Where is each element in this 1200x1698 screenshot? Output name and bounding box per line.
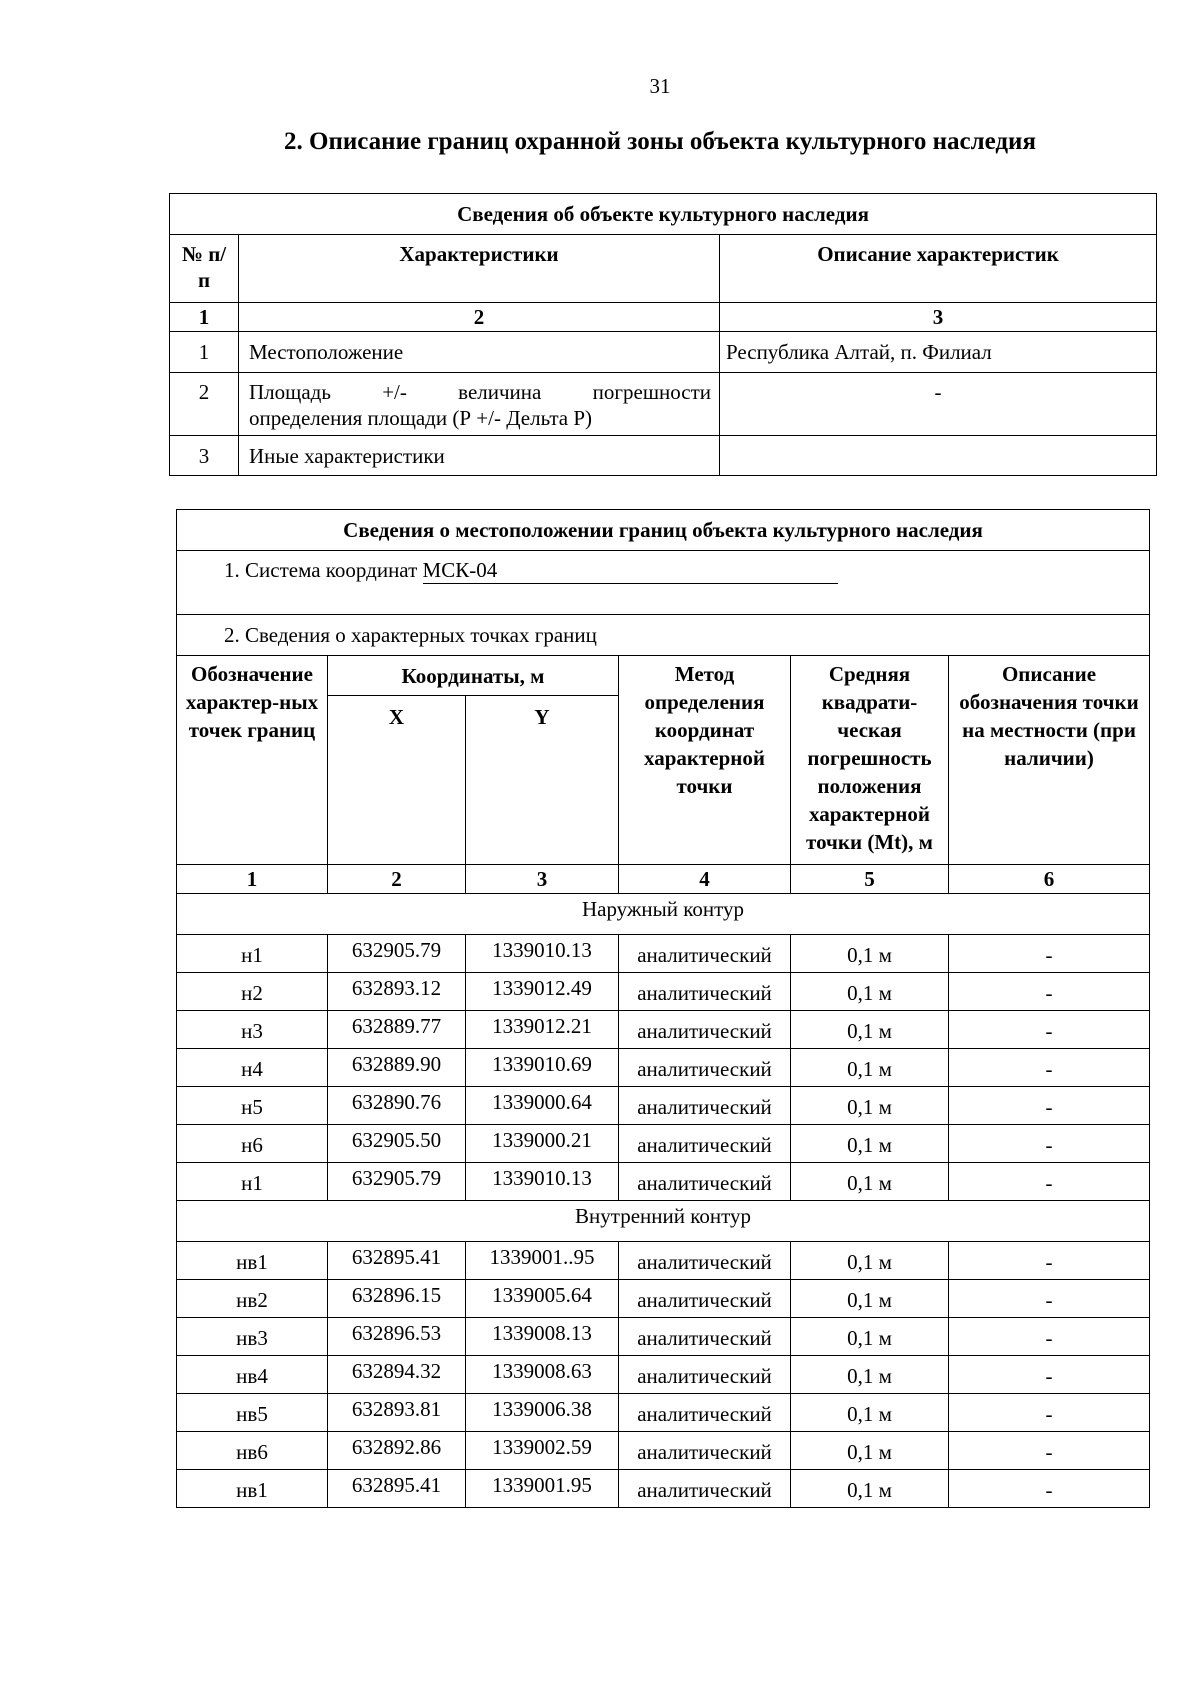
point-error: 0,1 м [791,1049,949,1087]
row-number: 3 [170,436,239,476]
point-id: н6 [177,1125,328,1163]
outer-contour-row [177,894,1150,935]
point-y: 1339002.59 [466,1432,619,1470]
point-id: нв6 [177,1432,328,1470]
table-row [177,1049,1150,1087]
col-header-x: X [328,696,466,865]
col-header-characteristics: Характеристики [239,235,720,303]
table-row [177,1470,1150,1508]
point-y: 1339012.21 [466,1011,619,1049]
row-number: 2 [170,373,239,436]
point-description: - [949,1394,1150,1432]
point-error: 0,1 м [791,1011,949,1049]
point-x: 632893.81 [328,1394,466,1432]
point-x: 632889.90 [328,1049,466,1087]
col-header-method: Метод определения координат характерной точки [619,656,791,865]
point-error: 0,1 м [791,1432,949,1470]
point-description: - [949,1318,1150,1356]
point-method: аналитический [619,1394,791,1432]
point-description: - [949,935,1150,973]
point-y: 1339001..95 [466,1242,619,1280]
point-description: - [949,1087,1150,1125]
col-header-coordinates: Координаты, м [328,656,619,696]
table-row [177,1125,1150,1163]
point-method: аналитический [619,1049,791,1087]
characteristic-name: Иные характеристики [239,436,720,476]
point-x: 632893.12 [328,973,466,1011]
row-number: 1 [170,332,239,373]
inner-contour-row [177,1201,1150,1242]
point-y: 1339006.38 [466,1394,619,1432]
point-x: 632896.53 [328,1318,466,1356]
table-row [177,1242,1150,1280]
table-row [177,1318,1150,1356]
point-y: 1339012.49 [466,973,619,1011]
point-x: 632905.79 [328,1163,466,1201]
outer-contour-label: Наружный контур [177,894,1150,935]
point-x: 632890.76 [328,1087,466,1125]
col-number: 1 [177,865,328,894]
characteristic-name-line: определения площади (Р +/- Дельта Р) [249,406,593,430]
table-row [177,1280,1150,1318]
point-x: 632896.15 [328,1280,466,1318]
characteristic-value: - [720,373,1157,436]
point-id: нв2 [177,1280,328,1318]
col-header-y: Y [466,696,619,865]
point-method: аналитический [619,1011,791,1049]
coordinate-system-value: МСК-04 [423,557,838,584]
point-description: - [949,1011,1150,1049]
characteristic-value: Республика Алтай, п. Филиал [720,332,1157,373]
table-row [177,1432,1150,1470]
point-method: аналитический [619,1470,791,1508]
point-x: 632892.86 [328,1432,466,1470]
point-description: - [949,1356,1150,1394]
coordinate-system-label: 1. Система координат [224,558,418,582]
col-header-description: Описание характеристик [720,235,1157,303]
point-description: - [949,1242,1150,1280]
table-row [177,1394,1150,1432]
point-y: 1339005.64 [466,1280,619,1318]
point-x: 632894.32 [328,1356,466,1394]
point-error: 0,1 м [791,1125,949,1163]
point-id: нв5 [177,1394,328,1432]
coordinate-system-row [177,551,1150,615]
table-row [177,1087,1150,1125]
col-number: 6 [949,865,1150,894]
point-method: аналитический [619,1163,791,1201]
point-method: аналитический [619,935,791,973]
point-error: 0,1 м [791,1087,949,1125]
point-method: аналитический [619,1242,791,1280]
point-description: - [949,973,1150,1011]
point-y: 1339008.13 [466,1318,619,1356]
point-id: н1 [177,1163,328,1201]
point-id: нв4 [177,1356,328,1394]
point-method: аналитический [619,1280,791,1318]
point-id: н2 [177,973,328,1011]
point-error: 0,1 м [791,1242,949,1280]
point-id: нв1 [177,1242,328,1280]
page-title: 2. Описание границ охранной зоны объекта культурного наследия [284,128,1036,155]
point-error: 0,1 м [791,1318,949,1356]
point-id: нв1 [177,1470,328,1508]
point-y: 1339001.95 [466,1470,619,1508]
point-description: - [949,1470,1150,1508]
col-number: 5 [791,865,949,894]
point-id: н5 [177,1087,328,1125]
point-id: нв3 [177,1318,328,1356]
col-number: 2 [328,865,466,894]
point-x: 632895.41 [328,1470,466,1508]
point-error: 0,1 м [791,1280,949,1318]
point-y: 1339008.63 [466,1356,619,1394]
point-method: аналитический [619,1356,791,1394]
point-description: - [949,1125,1150,1163]
point-description: - [949,1280,1150,1318]
point-method: аналитический [619,1318,791,1356]
point-description: - [949,1163,1150,1201]
point-y: 1339000.21 [466,1125,619,1163]
point-id: н1 [177,935,328,973]
col-header-error: Средняя квадрати-ческая погрешность положения характерной точки (Mt), м [791,656,949,865]
point-x: 632889.77 [328,1011,466,1049]
page-number: 31 [649,74,671,98]
point-error: 0,1 м [791,1394,949,1432]
col-header-designation: Обозначение характер-ных точек границ [177,656,328,865]
point-error: 0,1 м [791,1356,949,1394]
col-number: 1 [170,303,239,332]
object-table-header: Сведения об объекте культурного наследия [170,194,1157,235]
col-number: 3 [466,865,619,894]
point-y: 1339000.64 [466,1087,619,1125]
col-header-number: № п/п [170,235,239,303]
point-x: 632895.41 [328,1242,466,1280]
characteristic-value [720,436,1157,476]
col-number: 2 [239,303,720,332]
point-id: н3 [177,1011,328,1049]
point-y: 1339010.13 [466,1163,619,1201]
table-row [177,973,1150,1011]
point-x: 632905.79 [328,935,466,973]
table-row [177,1011,1150,1049]
point-error: 0,1 м [791,973,949,1011]
boundary-table-header: Сведения о местоположении границ объекта культурного наследия [177,510,1150,551]
point-description: - [949,1049,1150,1087]
characteristic-name [239,373,720,436]
points-info-label: 2. Сведения о характерных точках границ [177,615,1150,656]
point-method: аналитический [619,1432,791,1470]
point-method: аналитический [619,1125,791,1163]
table-row [177,1163,1150,1201]
point-y: 1339010.69 [466,1049,619,1087]
table-row [177,1356,1150,1394]
point-id: н4 [177,1049,328,1087]
point-error: 0,1 м [791,1163,949,1201]
object-info-table [169,193,1157,476]
col-number: 4 [619,865,791,894]
inner-contour-label: Внутренний контур [177,1201,1150,1242]
table-row [177,935,1150,973]
point-x: 632905.50 [328,1125,466,1163]
col-number: 3 [720,303,1157,332]
characteristic-name: Местоположение [239,332,720,373]
point-error: 0,1 м [791,935,949,973]
point-description: - [949,1432,1150,1470]
col-header-point-description: Описание обозначения точки на местности (при наличии) [949,656,1150,865]
boundary-points-table [176,509,1150,1508]
point-error: 0,1 м [791,1470,949,1508]
point-method: аналитический [619,973,791,1011]
point-y: 1339010.13 [466,935,619,973]
characteristic-name-line: Площадь +/- величина погрешности [249,380,711,404]
point-method: аналитический [619,1087,791,1125]
